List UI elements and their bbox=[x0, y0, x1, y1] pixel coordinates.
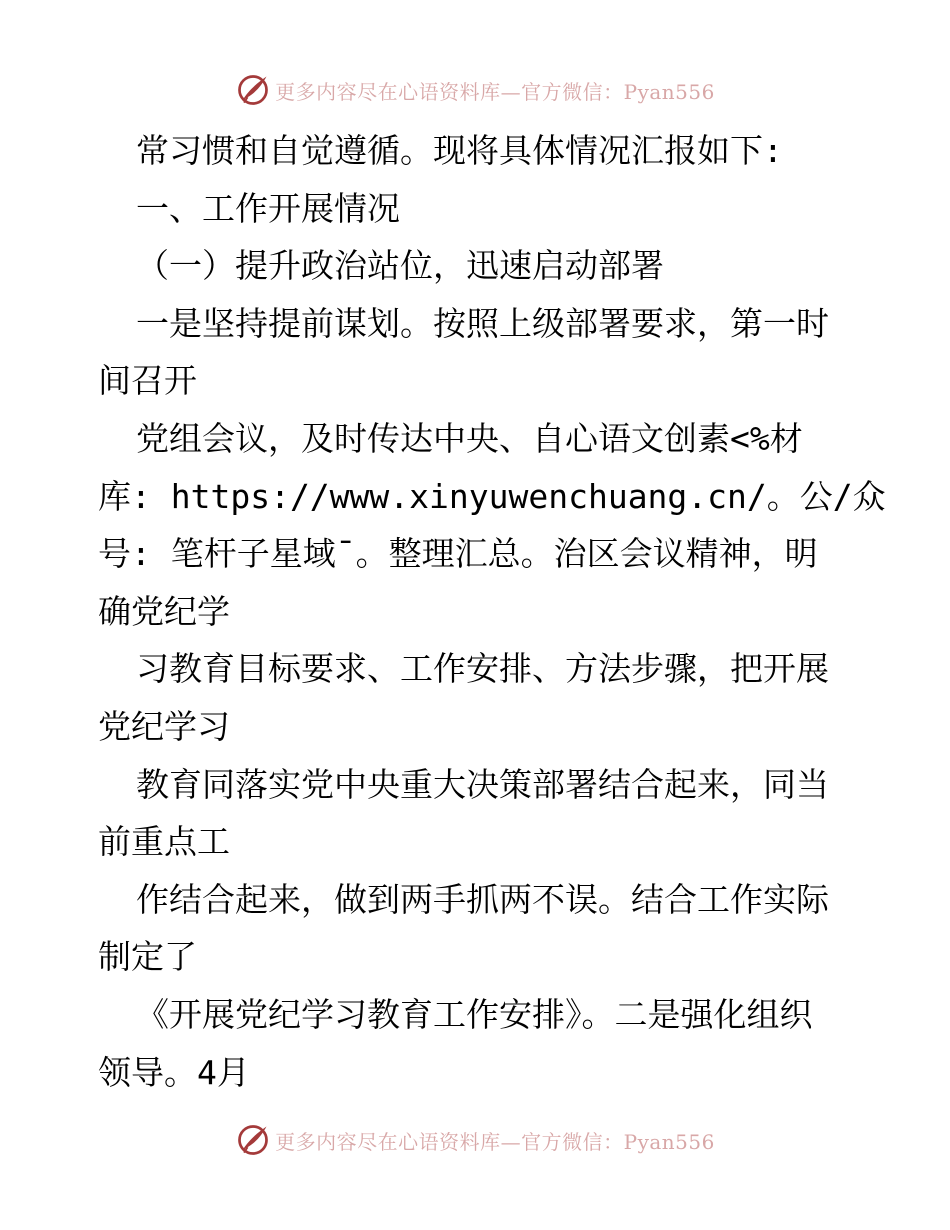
text-line: 号: 笔杆子星域¯。整理汇总。治区会议精神，明 bbox=[98, 534, 818, 574]
section-heading: 一、工作开展情况 bbox=[136, 188, 400, 228]
document-body bbox=[98, 122, 886, 1101]
text-line: 常习惯和自觉遵循。现将具体情况汇报如下: bbox=[136, 131, 783, 170]
text-line: 教育同落实党中央重大决策部署结合起来，同当 bbox=[136, 764, 829, 804]
text-line: 库: https://www.xinyuwenchuang.cn/。公/众 bbox=[98, 476, 886, 516]
text-line: 前重点工 bbox=[98, 822, 230, 862]
text-line: 党组会议，及时传达中央、自心语文创素<%材 bbox=[136, 418, 803, 458]
footer-banner-text: 更多内容尽在心语资料库—官方微信：Pyan556 bbox=[275, 1129, 715, 1154]
text-line: 一是坚持提前谋划。按照上级部署要求，第一时 bbox=[136, 303, 829, 343]
circular-quill-logo-icon bbox=[235, 72, 271, 108]
header-banner bbox=[0, 70, 950, 110]
text-line: 间召开 bbox=[98, 361, 197, 401]
text-line: 确党纪学 bbox=[98, 591, 230, 631]
text-line: 党纪学习 bbox=[98, 706, 230, 746]
text-line: 《开展党纪学习教育工作安排》。二是强化组织 bbox=[136, 994, 813, 1034]
footer-banner bbox=[0, 1120, 950, 1160]
text-line: 制定了 bbox=[98, 937, 197, 977]
subsection-heading: （一）提升政治站位，迅速启动部署 bbox=[136, 246, 664, 286]
text-line: 领导。4月 bbox=[98, 1052, 250, 1092]
header-banner-text: 更多内容尽在心语资料库—官方微信：Pyan556 bbox=[275, 79, 715, 104]
text-line: 作结合起来，做到两手抓两不误。结合工作实际 bbox=[136, 879, 829, 919]
text-line: 习教育目标要求、工作安排、方法步骤，把开展 bbox=[136, 649, 829, 689]
circular-quill-logo-icon bbox=[235, 1122, 271, 1158]
